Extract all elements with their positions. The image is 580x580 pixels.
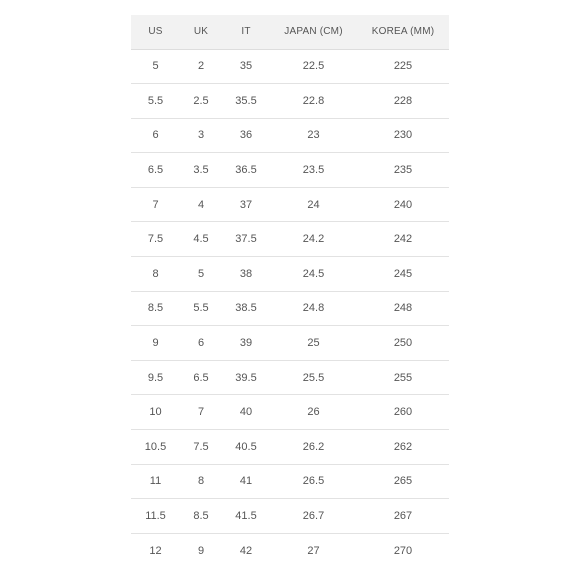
- cell-uk: 8: [180, 464, 222, 499]
- cell-korea-mm: 260: [357, 395, 449, 430]
- cell-us: 11.5: [131, 499, 180, 534]
- cell-it: 39: [222, 326, 270, 361]
- cell-japan-cm: 24: [270, 187, 357, 222]
- cell-japan-cm: 27: [307, 544, 320, 557]
- cell-uk: 5: [180, 257, 222, 292]
- cell-japan-cm: 26.7: [270, 499, 357, 534]
- cell-korea-mm: 245: [357, 257, 449, 292]
- cell-japan-cm: 25.5: [270, 360, 357, 395]
- cell-japan-cm: 24.5: [270, 257, 357, 292]
- cell-japan-cm: 25: [270, 326, 357, 361]
- cell-japan-cm: 23.5: [270, 153, 357, 188]
- cell-it: 40.5: [222, 430, 270, 465]
- cell-japan-cm: 23: [270, 118, 357, 153]
- table-body: [131, 49, 449, 568]
- cell-it: 35.5: [222, 84, 270, 119]
- cell-it: 36.5: [222, 153, 270, 188]
- header-japan-cm: JAPAN (CM): [270, 15, 357, 49]
- cell-japan-cm: 24.8: [270, 291, 357, 326]
- table-row: [131, 499, 449, 534]
- table-header: [131, 15, 449, 49]
- cell-uk: 2.5: [180, 84, 222, 119]
- cell-uk: 2: [180, 49, 222, 84]
- table-row: [131, 222, 449, 257]
- cell-korea-mm: 255: [357, 360, 449, 395]
- size-conversion-table: [131, 15, 449, 568]
- cell-uk: 8.5: [180, 499, 222, 534]
- cell-it: 41: [222, 464, 270, 499]
- cell-us: 10: [131, 395, 180, 430]
- cell-uk: 6.5: [180, 360, 222, 395]
- header-uk: UK: [180, 15, 222, 49]
- table-row: [131, 291, 449, 326]
- cell-it: 42: [239, 544, 253, 557]
- header-it: IT: [222, 15, 270, 49]
- cell-japan-cm: 26: [270, 395, 357, 430]
- table-row: [131, 326, 449, 361]
- cell-uk: 6: [180, 326, 222, 361]
- cell-japan-cm: 26.5: [270, 464, 357, 499]
- cell-us: 7.5: [131, 222, 180, 257]
- cell-it: 36: [222, 118, 270, 153]
- cell-japan-cm: 24.2: [270, 222, 357, 257]
- cell-us: 9: [131, 326, 180, 361]
- cell-us: 11: [131, 464, 180, 499]
- table-row: [131, 84, 449, 119]
- cell-korea-mm: 270: [393, 544, 413, 557]
- table-row: [131, 257, 449, 292]
- table-row: [131, 49, 449, 84]
- cell-uk: 7.5: [180, 430, 222, 465]
- table-row: [131, 118, 449, 153]
- cell-uk: 4.5: [180, 222, 222, 257]
- cell-it: 38.5: [222, 291, 270, 326]
- cell-korea-mm: 265: [357, 464, 449, 499]
- cell-it: 41.5: [222, 499, 270, 534]
- cell-us: 5.5: [131, 84, 180, 119]
- cell-uk: 9: [197, 544, 205, 557]
- cell-korea-mm: 267: [357, 499, 449, 534]
- cell-it: 37: [222, 187, 270, 222]
- cell-japan-cm: 26.2: [270, 430, 357, 465]
- header-us: US: [131, 15, 180, 49]
- table-row: [131, 464, 449, 499]
- cell-korea-mm: 240: [357, 187, 449, 222]
- cell-it: 38: [222, 257, 270, 292]
- table-row: [131, 395, 449, 430]
- cell-uk: 3.5: [180, 153, 222, 188]
- cell-it: 35: [222, 49, 270, 84]
- cell-korea-mm: 250: [357, 326, 449, 361]
- cell-us: 7: [131, 187, 180, 222]
- cell-us: 12: [149, 544, 162, 557]
- cell-us: 8: [131, 257, 180, 292]
- cell-korea-mm: 228: [357, 84, 449, 119]
- cell-us: 6.5: [131, 153, 180, 188]
- table-row: [131, 360, 449, 395]
- cell-japan-cm: 22.5: [270, 49, 357, 84]
- cell-it: 40: [222, 395, 270, 430]
- table-row: [131, 533, 449, 568]
- cell-uk: 7: [180, 395, 222, 430]
- cell-us: 9.5: [131, 360, 180, 395]
- table-row: [131, 187, 449, 222]
- cell-japan-cm: 22.8: [270, 84, 357, 119]
- cell-korea-mm: 235: [357, 153, 449, 188]
- cell-korea-mm: 230: [357, 118, 449, 153]
- cell-us: 5: [131, 49, 180, 84]
- cell-us: 10.5: [131, 430, 180, 465]
- header-korea-mm: KOREA (MM): [357, 15, 449, 49]
- cell-uk: 5.5: [180, 291, 222, 326]
- cell-korea-mm: 242: [357, 222, 449, 257]
- cell-korea-mm: 248: [357, 291, 449, 326]
- cell-korea-mm: 225: [357, 49, 449, 84]
- table-row: [131, 153, 449, 188]
- table-row: [131, 430, 449, 465]
- cell-it: 37.5: [222, 222, 270, 257]
- cell-korea-mm: 262: [357, 430, 449, 465]
- cell-us: 8.5: [131, 291, 180, 326]
- cell-us: 6: [131, 118, 180, 153]
- header-row: [131, 15, 449, 49]
- cell-it: 39.5: [222, 360, 270, 395]
- cell-uk: 3: [180, 118, 222, 153]
- cell-uk: 4: [180, 187, 222, 222]
